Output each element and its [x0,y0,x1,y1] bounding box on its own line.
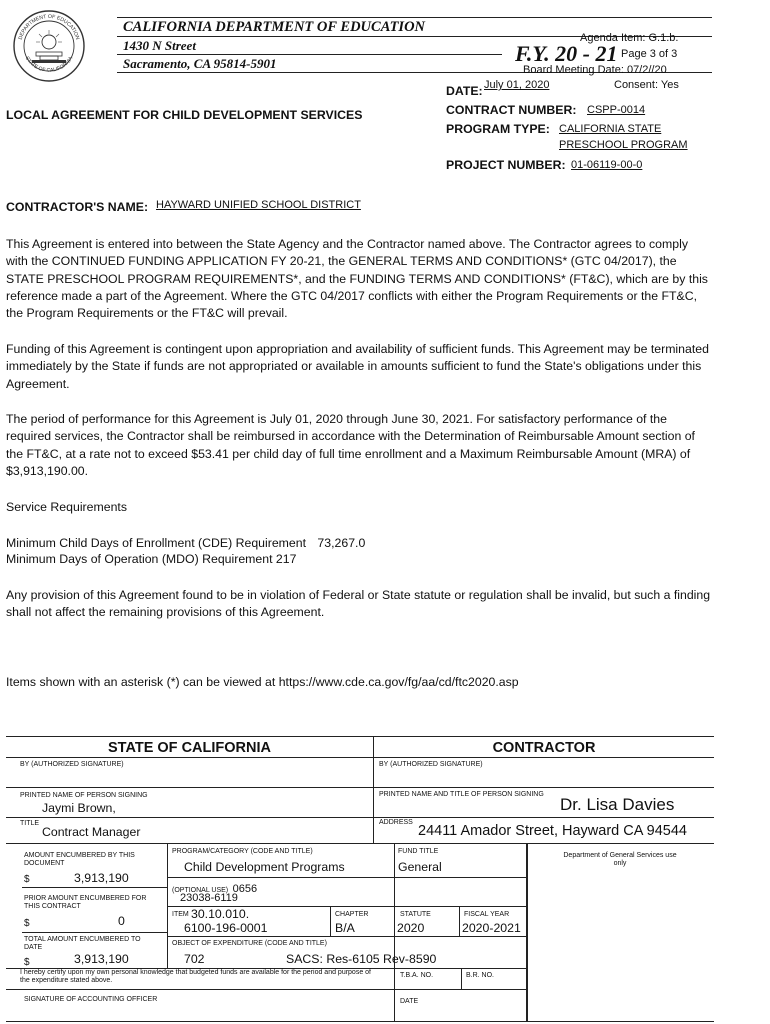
date-label: DATE: [446,84,483,98]
statute-value: 2020 [397,921,425,935]
board-meeting-date: Board Meeting Date: 07/2//20 [523,64,667,76]
cde-requirement [6,535,365,552]
optional-use-code: 23038-6119 [180,892,238,904]
contractor-address-label: ADDRESS [379,819,413,826]
optional-use-label: (OPTIONAL USE) [172,887,229,894]
page-number: Page 3 of 3 [621,48,678,60]
program-type-line2: PRESCHOOL PROGRAM [559,139,688,151]
chapter-value: B/A [335,921,355,935]
state-title-label: TITLE [20,820,40,827]
program-type-label: PROGRAM TYPE: [446,122,550,136]
chapter-label: CHAPTER [335,911,369,918]
agreement-paragraph-1: This Agreement is entered into between the State Agency and the Contractor named above. The Contractor agrees to comply with the CONTINUED FUNDING APPLICATION FY 20-21, the GENERAL TERMS AND CONDITIONS* (GTC 04/2017), the STATE PRESCHOOL PROGRAM REQUIREMENTS*, and the FUNDING TERMS AND CONDITIONS* (FT&C), which are by this reference made a part of the Agreement. Where the GTC 04/2017 conflicts with either the Program Requirements or the FT&C, the Program Requirements or the FT&C will prevail. [6,237,708,321]
contract-number: CSPP-0014 [587,104,646,116]
dept-street: 1430 N Street [123,38,196,53]
state-signer-title: Contract Manager [42,825,141,839]
cde-seal [12,8,86,84]
state-heading: STATE OF CALIFORNIA [108,740,271,756]
contractor-signer-name: Dr. Lisa Davies [560,795,675,814]
amount-encumbered-label: AMOUNT ENCUMBERED BY THIS DOCUMENT [24,852,135,867]
service-requirements-heading: Service Requirements [6,500,127,514]
object-expenditure-code: 702 [184,952,205,966]
project-number: 01-06119-00-0 [571,159,643,171]
svg-text:STATE OF CALIFORNIA: STATE OF CALIFORNIA [23,55,75,74]
item-code-2: 6100-196-0001 [184,921,268,935]
contractor-signature-label: BY (AUTHORIZED SIGNATURE) [379,761,483,768]
contractor-name: HAYWARD UNIFIED SCHOOL DISTRICT [156,199,361,211]
contractor-address: 24411 Amador Street, Hayward CA 94544 [418,823,687,839]
mdo-requirement: Minimum Days of Operation (MDO) Requirement 217 [6,552,297,566]
date-value: July 01, 2020 [484,79,550,91]
amount-encumbered-value: 3,913,190 [74,871,129,885]
certification-statement: I hereby certify upon my own personal knowledge that budgeted funds are available for the period and purpose of the expenditure stated above. [20,969,372,984]
prior-amount-label: PRIOR AMOUNT ENCUMBERED FOR THIS CONTRACT [24,895,147,910]
contractor-name-label: CONTRACTOR'S NAME: [6,200,149,214]
total-amount-label: TOTAL AMOUNT ENCUMBERED TO DATE [24,936,141,951]
optional-use-value: 0656 [232,883,258,895]
program-type-line1: CALIFORNIA STATE [559,123,662,135]
asterisk-note: Items shown with an asterisk (*) can be viewed at https://www.cde.ca.gov/fg/aa/cd/ftc2020.asp [6,675,519,689]
total-amount-dollar: $ [24,957,30,968]
prior-amount-dollar: $ [24,918,30,929]
funding-paragraph: Funding of this Agreement is contingent upon appropriation and availability of sufficient funds. This Agreement may be terminated immediately by the State if funds are not appropriated or available in amounts sufficient to fund the State's obligations under this Agreement. [6,342,709,391]
tba-number-label: T.B.A. NO. [400,972,434,979]
fiscal-year-value: 2020-2021 [462,921,521,935]
state-signature-label: BY (AUTHORIZED SIGNATURE) [20,761,124,768]
cde-requirement-value: 73,267.0 [317,536,366,550]
program-category: Child Development Programs [184,860,345,874]
contractor-heading: CONTRACTOR [492,740,596,756]
fund-title-label: FUND TITLE [398,848,439,855]
program-category-label: PROGRAM/CATEGORY (CODE AND TITLE) [172,848,313,855]
object-expenditure-label: OBJECT OF EXPENDITURE (CODE AND TITLE) [172,940,327,947]
document-title: LOCAL AGREEMENT FOR CHILD DEVELOPMENT SERVICES [6,108,363,122]
performance-paragraph: The period of performance for this Agreement is July 01, 2020 through June 30, 2021. For satisfactory performance of the required services, the Contractor shall be reimbursed in accordance with the Determination of Reimbursable Amount section of the FT&C, at a rate not to exceed $53.41 per child day of full time enrollment and a Maximum Reimbursable Amount (MRA) of $3,913,190.00. [6,412,695,478]
amount-encumbered-dollar: $ [24,874,30,885]
accounting-officer-signature-label: SIGNATURE OF ACCOUNTING OFFICER [24,996,158,1003]
accounting-date-label: DATE [400,998,419,1005]
br-number-label: B.R. NO. [466,972,495,979]
fiscal-year-label-cell: FISCAL YEAR [464,911,510,918]
statute-label: STATUTE [400,911,431,918]
consent: Consent: Yes [614,79,679,91]
contract-number-label: CONTRACT NUMBER: [446,103,577,117]
contractor-printed-name-label: PRINTED NAME AND TITLE OF PERSON SIGNING [379,791,544,798]
invalid-provision-paragraph: Any provision of this Agreement found to be in violation of Federal or State statute or regulation shall be invalid, but such a finding shall not affect the remaining provisions of this Agreement. [6,588,711,620]
sacs-code: SACS: Res-6105 Rev-8590 [286,952,437,966]
prior-amount-value: 0 [118,914,125,928]
svg-text:DEPARTMENT OF EDUCATION: DEPARTMENT OF EDUCATION [17,13,81,41]
dept-city: Sacramento, CA 95814-5901 [123,56,277,71]
project-number-label: PROJECT NUMBER: [446,158,566,172]
state-printed-name-label: PRINTED NAME OF PERSON SIGNING [20,792,148,799]
fiscal-year-label: F.Y. 20 - 21 [515,41,618,66]
total-amount-value: 3,913,190 [74,952,129,966]
item-code-1: 30.10.010. [191,907,250,921]
dgs-use-only: Department of General Services use only [563,852,677,867]
item-label: ITEM [172,911,189,918]
state-signer-name: Jaymi Brown, [42,801,116,815]
fund-title: General [398,860,442,874]
cde-requirement-label: Minimum Child Days of Enrollment (CDE) Requirement [6,536,306,550]
dept-name: CALIFORNIA DEPARTMENT OF EDUCATION [123,19,426,35]
agenda-item: Agenda Item: G.1.b. [580,32,679,44]
